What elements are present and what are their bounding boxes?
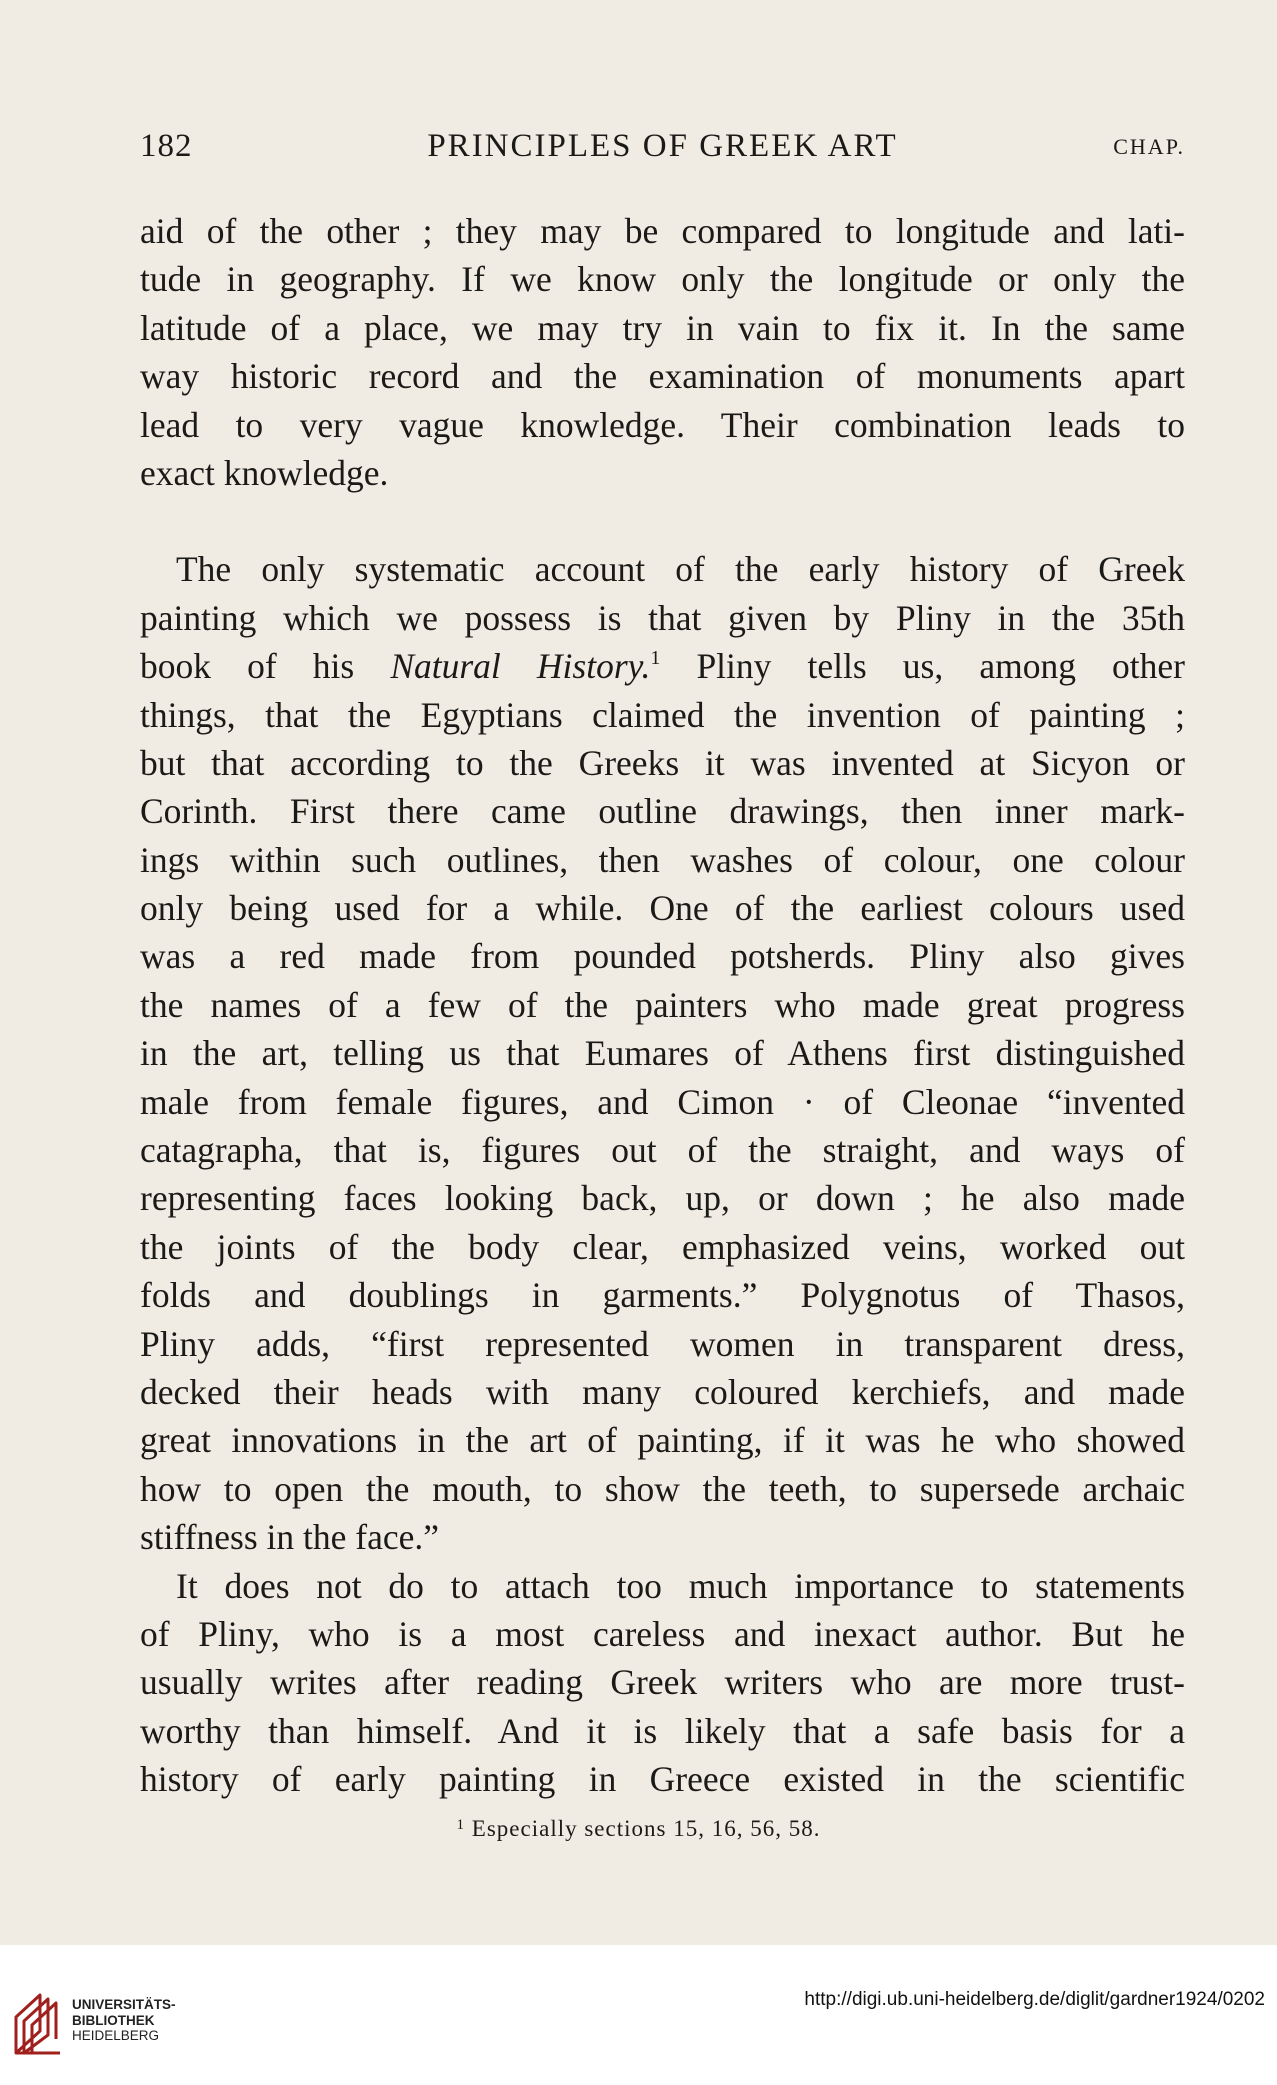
text-line: It does not do to attach too much importance to statements	[176, 1565, 1185, 1606]
text-line: stiffness in the face.”	[140, 1517, 440, 1558]
body-text	[140, 207, 1185, 1804]
footnote-text: Especially sections 15, 16, 56, 58.	[471, 1816, 821, 1841]
text-line: how to open the mouth, to show the teeth, to supersede archaic	[140, 1468, 1185, 1509]
text-line: the names of a few of the painters who made great progress	[140, 984, 1185, 1025]
text-line: aid of the other ; they may be compared to longitude and lati-	[140, 211, 1185, 251]
text-line: exact knowledge.	[140, 452, 389, 493]
text-line: lead to very vague knowledge. Their combination leads to	[140, 404, 1185, 445]
viewer-footer	[0, 1945, 1277, 2085]
text-line: catagrapha, that is, figures out of the straight, and ways of	[140, 1130, 1185, 1171]
library-line-3: HEIDELBERG	[72, 2028, 160, 2043]
footnote	[0, 1816, 1277, 1842]
text-line: but that according to the Greeks it was invented at Sicyon or	[140, 742, 1185, 783]
library-line-1: UNIVERSITÄTS-	[72, 1997, 176, 2012]
text-line: things, that the Egyptians claimed the invention of painting ;	[140, 694, 1185, 735]
permalink-url[interactable]: http://digi.ub.uni-heidelberg.de/diglit/gardner1924/0202	[804, 1989, 1265, 2010]
paragraph-gap	[140, 497, 1185, 545]
text-line: male from female figures, and Cimon · of Cleonae “invented	[140, 1081, 1185, 1122]
text-line: the joints of the body clear, emphasized veins, worked out	[140, 1226, 1185, 1267]
text-fragment: Pliny tells us, among other	[696, 646, 1185, 687]
text-line: Pliny adds, “first represented women in transparent dress,	[140, 1323, 1185, 1364]
text-line: history of early painting in Greece existed in the scientific	[140, 1759, 1185, 1800]
text-line: ings within such outlines, then washes of colour, one colour	[140, 839, 1185, 880]
text-line: way historic record and the examination of monuments apart	[140, 356, 1185, 397]
text-line: representing faces looking back, up, or down ; he also made	[140, 1178, 1185, 1219]
running-title: PRINCIPLES OF GREEK ART	[427, 128, 898, 164]
footnote-marker: 1	[456, 1817, 466, 1833]
text-line: The only systematic account of the early history of Greek	[176, 549, 1185, 590]
footnote-reference: 1	[650, 647, 661, 670]
text-line: folds and doublings in garments.” Polygnotus of Thasos,	[140, 1275, 1185, 1316]
text-line: only being used for a while. One of the earliest colours used	[140, 888, 1185, 929]
library-name	[72, 1997, 176, 2044]
text-line: was a red made from pounded potsherds. Pliny also gives	[140, 936, 1185, 977]
page-number: 182	[140, 128, 193, 164]
text-line: usually writes after reading Greek writers who are more trust-	[140, 1662, 1185, 1703]
text-line: worthy than himself. And it is likely that a safe basis for a	[140, 1710, 1185, 1751]
text-line: tude in geography. If we know only the longitude or only the	[140, 259, 1185, 300]
text-line: Corinth. First there came outline drawings, then inner mark-	[140, 791, 1185, 832]
library-line-2: BIBLIOTHEK	[72, 2012, 155, 2028]
text-line: decked their heads with many coloured kerchiefs, and made	[140, 1371, 1185, 1412]
book-title-italic: Natural History.	[390, 646, 651, 687]
text-line: latitude of a place, we may try in vain to fix it. In the same	[140, 307, 1185, 348]
library-logo-icon	[10, 1991, 66, 2057]
text-line: painting which we possess is that given by Pliny in the 35th	[140, 597, 1185, 638]
text-line: of Pliny, who is a most careless and inexact author. But he	[140, 1613, 1185, 1654]
text-fragment: book of his	[140, 646, 355, 687]
chapter-marker: CHAP.	[1113, 134, 1185, 159]
text-line: great innovations in the art of painting, if it was he who showed	[140, 1420, 1185, 1461]
running-head	[140, 128, 1185, 172]
text-line-with-citation	[140, 642, 1185, 690]
text-line: in the art, telling us that Eumares of Athens first distinguished	[140, 1033, 1185, 1074]
